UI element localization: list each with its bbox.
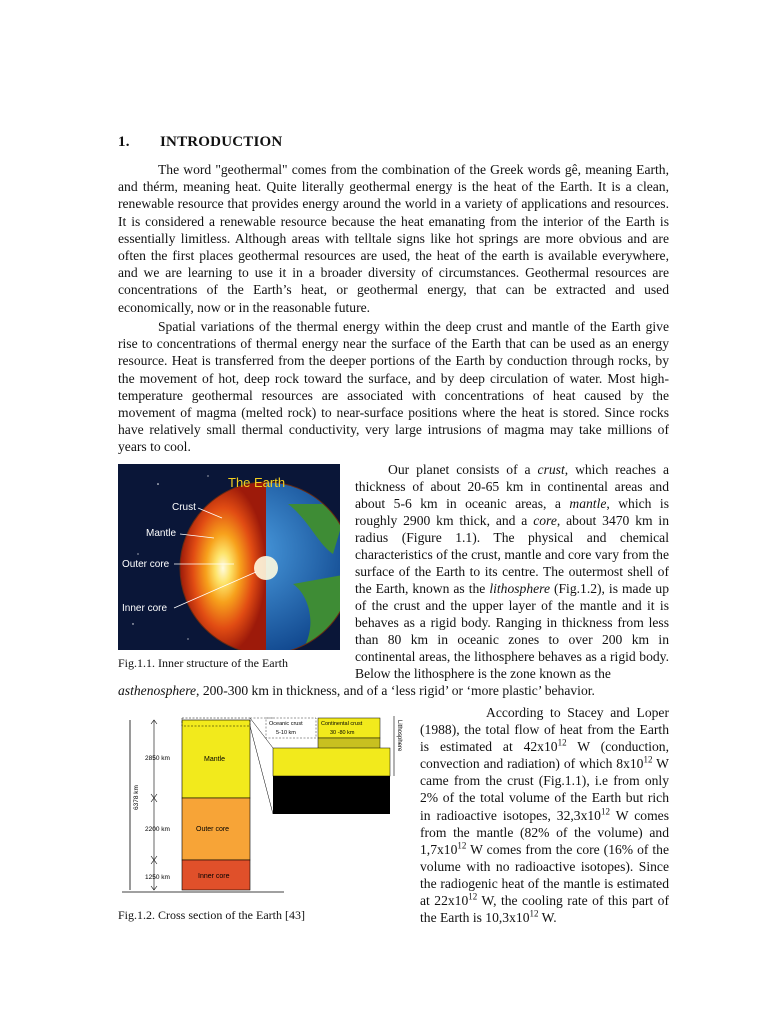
inner-core-thickness: 1250 km	[145, 874, 170, 881]
radius-label: 6378 km	[133, 785, 140, 810]
cross-section-figure	[118, 710, 418, 900]
label-inner-core: Inner core	[122, 603, 168, 614]
paragraph-1: The word "geothermal" comes from the combination of the Greek words gê, meaning Earth, and thérm, meaning heat. Quite literally geothermal energy is the heat of the Earth. It is a clean, renewable resource that provides energy around the world in a variety of applications and resources. It is considered a renewable resource because the heat emanating from the interior of the Earth is essentially limitless. Although areas with telltale signs like hot springs are more obvious and are often the first places geothermal resources are used, the heat of the earth is available everywhere, and we are learning to use it in a broader diversity of circumstances. Geothermal resources are concentrations of the Earth’s heat, or geothermal energy, that can be extracted and used economically, now or in the reasonable future.	[118, 162, 669, 315]
lithosphere-label: Lithosphere	[396, 720, 402, 752]
earth-structure-figure	[118, 464, 340, 650]
paragraph-3: Our planet consists of a crust, which reaches a thickness of about 20-65 km in continental areas and about 5-6 km in oceanic areas, a mantle, which is roughly 2900 km thick, and a core, about 3470 km in radius (Figure 1.1). The physical and chemical characteristics of the crust, mantle and core vary from the surface of the Earth to its centre. The outermost shell of the Earth, known as the lithosphere (Fig.1.2), is made up of the crust and the upper layer of the mantle and it is behaves as a rigid body. Ranging in thickness from less than 80 km in oceanic zones to over 200 km in continental areas, the lithosphere behaves as a rigid body. Below the lithosphere is the zone known as the	[355, 462, 670, 681]
inner-core-label: Inner core	[198, 873, 230, 880]
earth-illustration	[118, 464, 340, 650]
outer-core-label: Outer core	[196, 826, 230, 833]
outer-core-thickness: 2200 km	[145, 826, 170, 833]
label-mantle: Mantle	[146, 528, 177, 539]
paragraph-3-continued: asthenosphere, 200-300 km in thickness, and of a ‘less rigid’ or ‘more plastic’ behavior.	[118, 683, 595, 698]
figure-2-caption: Fig.1.2. Cross section of the Earth [43]	[118, 908, 305, 922]
oceanic-crust-range: 5-10 km	[276, 730, 296, 736]
paragraph-4: According to Stacey and Loper (1988), the total flow of heat from the Earth is estimated at $42x10^{12}$ W (conduction, convection and radiation) of which $8x10^{12}$ W came from the crust (Fig.1.1), i.e from only 2% of the total volume of the Earth but rich in radioactive isotopes, $32,3x10^{12}$ W comes from the mantle (82% of the volume) and $1,7x10^{12}$ W comes from the core (16% of the volume with no radioactive isotopes). Since the radiogenic heat of the mantle is estimated at $22x10^{12}$ W, the cooling rate of this part of the Earth is $10,3x10^{12}$ W.	[420, 705, 669, 926]
label-crust: Crust	[172, 502, 196, 513]
upper-mantle-block	[273, 748, 390, 776]
section-number: 1.	[118, 134, 130, 150]
mantle-label: Mantle	[204, 756, 226, 763]
earth-title: The Earth	[228, 475, 286, 490]
cross-section-diagram	[118, 710, 418, 900]
continental-crust-range: 30 -80 km	[330, 730, 355, 736]
section-title: INTRODUCTION	[160, 134, 283, 150]
label-outer-core: Outer core	[122, 559, 170, 570]
oceanic-crust-label: Oceanic crust	[269, 721, 303, 727]
paragraph-2: Spatial variations of the thermal energy within the deep crust and mantle of the Earth give rise to concentrations of thermal energy near the surface of the Earth that can be used as an energy resource. Heat is transferred from the deeper portions of the Earth by conduction through rocks, by the movement of hot, deep rock toward the surface, and by deep circulation of water. Most high-temperature geothermal resources are associated with concentrations of heat caused by the movement of magma (melted rock) to near-surface positions where the heat is stored. Since rocks have relatively small thermal conductivity, very large intrusions of magma may take millions of years to cool.	[118, 319, 669, 455]
continental-crust-label: Continental crust	[321, 721, 363, 727]
figure-1-caption: Fig.1.1. Inner structure of the Earth	[118, 656, 288, 670]
mantle-thickness: 2850 km	[145, 755, 170, 762]
asthenosphere-block	[273, 776, 390, 814]
section-heading	[118, 134, 282, 151]
